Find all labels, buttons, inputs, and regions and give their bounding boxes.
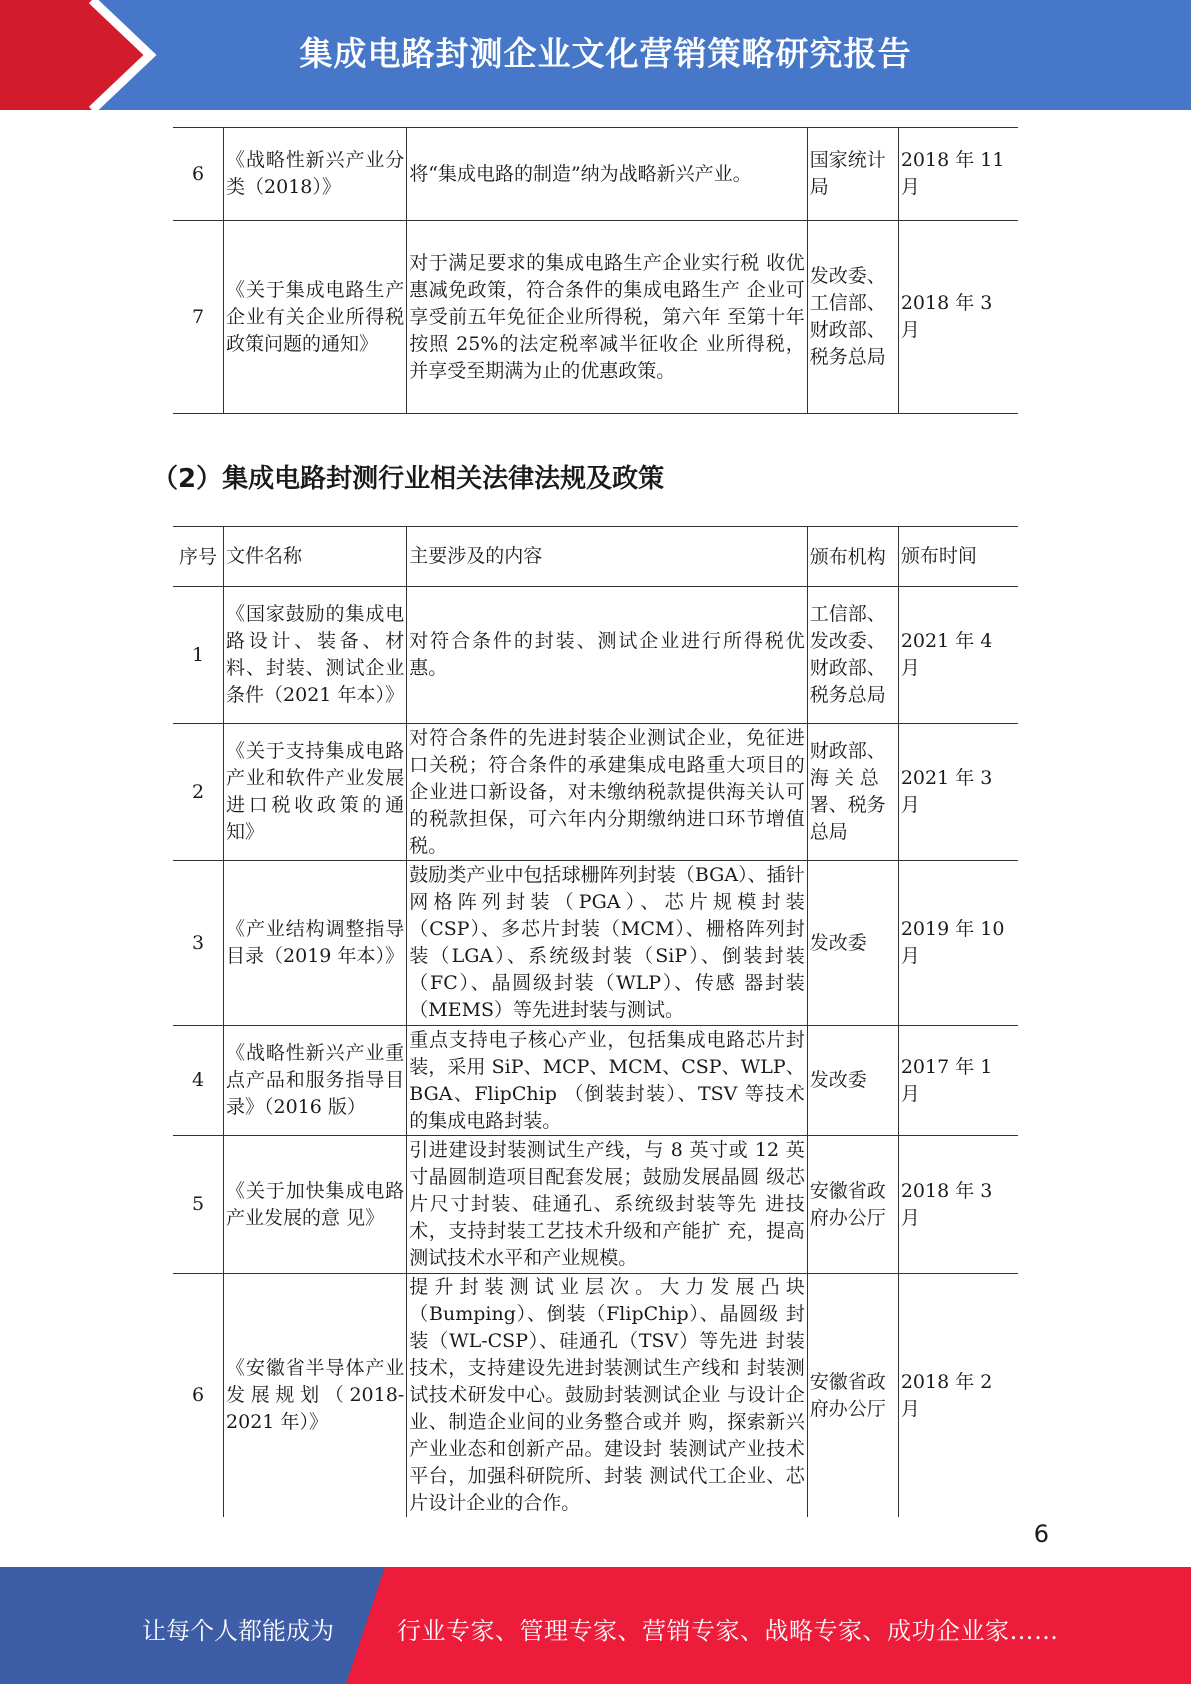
cell-date: 2018 年 3 月	[898, 1136, 1018, 1274]
cell-name: 《战略性新兴产业分类（2018）》	[224, 128, 407, 221]
cell-org: 安徽省政府办公厅	[807, 1274, 898, 1518]
cell-name: 《关于集成电路生产企业有关企业所得税政策问题的通知》	[224, 221, 407, 414]
footer-slogan-right: 行业专家、管理专家、营销专家、战略专家、成功企业家……	[397, 1617, 1059, 1645]
cell-name: 《安徽省半导体产业发展规划（2018-2021 年）》	[224, 1274, 407, 1518]
table-row	[173, 1136, 1018, 1274]
cell-content: 对于满足要求的集成电路生产企业实行税 收优惠减免政策，符合条件的集成电路生产 企业可享受前五年免征企业所得税，第六年 至第十年按照 25%的法定税率减半征收企 业所得税，并享受至期满为止的优惠政策。	[407, 221, 807, 414]
cell-org: 安徽省政府办公厅	[807, 1136, 898, 1274]
cell-date: 2021 年 3 月	[898, 724, 1018, 861]
cell-name: 《产业结构调整指导目录（2019 年本）》	[224, 861, 407, 1026]
cell-org: 发改委	[807, 861, 898, 1026]
cell-date: 2017 年 1 月	[898, 1026, 1018, 1136]
cell-name: 《关于加快集成电路产业发展的意 见》	[224, 1136, 407, 1274]
cell-date: 2019 年 10 月	[898, 861, 1018, 1026]
cell-date: 2018 年 11 月	[898, 128, 1018, 221]
cell-no: 5	[173, 1136, 224, 1274]
cell-no: 6	[173, 128, 224, 221]
header-no: 序号	[173, 527, 224, 587]
page-title: 集成电路封测企业文化营销策略研究报告	[299, 34, 912, 73]
cell-no: 7	[173, 221, 224, 414]
cell-content: 对符合条件的先进封装企业测试企业，免征进口关税；符合条件的承建集成电路重大项目的企业进口新设备，对未缴纳税款提供海关认可的税款担保，可六年内分期缴纳进口环节增值税。	[407, 724, 807, 861]
cell-content: 引进建设封装测试生产线，与 8 英寸或 12 英寸晶圆制造项目配套发展；鼓励发展晶圆 级芯片尺寸封装、硅通孔、系统级封装等先 进技术，支持封装工艺技术升级和产能扩 充，提高测试技术水平和产业规模。	[407, 1136, 807, 1274]
header-org: 颁布机构	[807, 527, 898, 587]
cell-content: 对符合条件的封装、测试企业进行所得税优惠。	[407, 587, 807, 724]
cell-no: 3	[173, 861, 224, 1026]
table-row	[173, 861, 1018, 1026]
cell-org: 财政部、海 关 总署、税务总局	[807, 724, 898, 861]
footer-slogan-left: 让每个人都能成为	[142, 1617, 334, 1645]
cell-date: 2018 年 3 月	[898, 221, 1018, 414]
cell-content: 提升封装测试业层次。大力发展凸块（Bumping）、倒装（FlipChip）、晶圆级 封装（WL-CSP）、硅通孔（TSV）等先进 封装技术，支持建设先进封装测试生产线和 封装测试技术研发中心。鼓励封装测试企业 与设计企业、制造企业间的业务整合或并 购，探索新兴产业业态和创新产品。建设封 装测试产业技术平台，加强科研院所、封装 测试代工企业、芯片设计企业的合作。	[407, 1274, 807, 1518]
cell-org: 国家统计局	[807, 128, 898, 221]
cell-name: 《国家鼓励的集成电路设计、装备、材料、封装、测试企业条件（2021 年本）》	[224, 587, 407, 724]
page-number: 6	[1033, 1520, 1049, 1548]
cell-name: 《关于支持集成电路产业和软件产业发展进口税收政策的通知》	[224, 724, 407, 861]
cell-no: 4	[173, 1026, 224, 1136]
cell-org: 发改委、工信部、财政部、税务总局	[807, 221, 898, 414]
header-date: 颁布时间	[898, 527, 1018, 587]
page-header	[0, 0, 1191, 110]
table-row	[173, 1274, 1018, 1518]
cell-org: 工信部、发改委、财政部、税务总局	[807, 587, 898, 724]
cell-content: 将“集成电路的制造”纳为战略新兴产业。	[407, 128, 807, 221]
table-row	[173, 724, 1018, 861]
header-content: 主要涉及的内容	[407, 527, 807, 587]
cell-content: 鼓励类产业中包括球栅阵列封装（BGA）、插针网格阵列封装（PGA）、芯片规模封装（CSP）、多芯片封装（MCM）、栅格阵列封装（LGA）、系统级封装（SiP）、倒装封装（FC）、晶圆级封装（WLP）、传感 器封装（MEMS）等先进封装与测试。	[407, 861, 807, 1026]
cell-date: 2018 年 2 月	[898, 1274, 1018, 1518]
cell-date: 2021 年 4 月	[898, 587, 1018, 724]
cell-no: 1	[173, 587, 224, 724]
cell-no: 6	[173, 1274, 224, 1518]
policy-table	[173, 526, 1018, 1517]
header-name: 文件名称	[224, 527, 407, 587]
table-row	[173, 128, 1018, 221]
table-header-row	[173, 527, 1018, 587]
table-row	[173, 587, 1018, 724]
table-row	[173, 1026, 1018, 1136]
section-heading: （2）集成电路封测行业相关法律法规及政策	[152, 464, 665, 494]
table-row	[173, 221, 1018, 414]
cell-org: 发改委	[807, 1026, 898, 1136]
cell-content: 重点支持电子核心产业，包括集成电路芯片封装，采用 SiP、MCP、MCM、CSP、WLP、BGA、FlipChip （倒装封装）、TSV 等技术的集成电路封装。	[407, 1026, 807, 1136]
cell-no: 2	[173, 724, 224, 861]
page-footer	[0, 1567, 1191, 1684]
policy-table-continued	[173, 127, 1018, 414]
cell-name: 《战略性新兴产业重点产品和服务指导目录》（2016 版）	[224, 1026, 407, 1136]
